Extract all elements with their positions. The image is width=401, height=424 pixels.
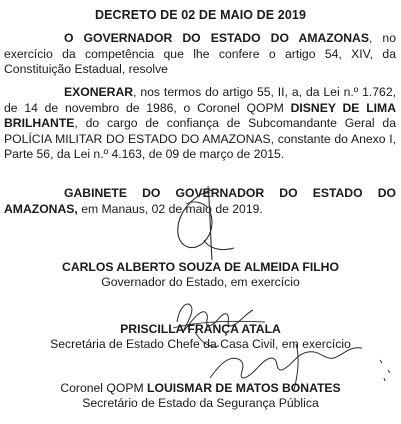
signatory-casa-civil xyxy=(0,322,401,352)
exonerated-person: DISNEY DE LIMA BRILHANTE xyxy=(4,100,396,131)
preamble-text: , no exercício da competência que lhe confere o artigo 54, XIV, da Constituição Estadual, resolve xyxy=(4,31,396,77)
signatory-role: Secretária de Estado Chefe da Casa Civil, em exercício xyxy=(50,337,351,351)
signatory-security xyxy=(0,381,401,411)
signatory-name: CARLOS ALBERTO SOUZA DE ALMEIDA FILHO xyxy=(62,260,339,274)
signatory-role: Governador do Estado, em exercício xyxy=(101,275,300,289)
signatory-governor xyxy=(0,260,401,290)
exonerar-keyword: EXONERAR xyxy=(64,85,134,99)
exoneration-text-1: , nos termos do artigo 55, II, a, da Lei n.º 1.762, de 14 de novembro de 1986, o Coronel QOPM xyxy=(4,85,396,115)
exoneration-text-2: , do cargo de confiança de Subcomandante Geral da POLÍCIA MILITAR DO ESTADO DO AMAZONAS, constante do Anexo I, Parte 56, da Lei n.º 4.163, de 09 de março de 2015. xyxy=(4,116,396,162)
preamble-paragraph xyxy=(4,31,396,78)
signatory-rank: Coronel QOPM xyxy=(60,381,148,395)
governor-heading: O GOVERNADOR DO ESTADO DO AMAZONAS xyxy=(64,31,369,45)
gabinete-heading: GABINETE DO GOVERNADOR DO ESTADO DO AMAZONAS, xyxy=(4,186,396,216)
signatory-name: PRISCILLA FRANÇA ATALA xyxy=(120,322,281,336)
gabinete-text: em Manaus, 02 de maio de 2019. xyxy=(77,201,263,216)
signatory-name: LOUISMAR DE MATOS BONATES xyxy=(147,381,341,395)
exoneration-paragraph xyxy=(4,85,396,163)
gabinete-paragraph xyxy=(4,186,396,217)
signatory-line xyxy=(0,381,401,396)
signatory-role: Secretário de Estado da Segurança Pública xyxy=(82,396,319,410)
decree-title: DECRETO DE 02 DE MAIO DE 2019 xyxy=(94,8,307,22)
